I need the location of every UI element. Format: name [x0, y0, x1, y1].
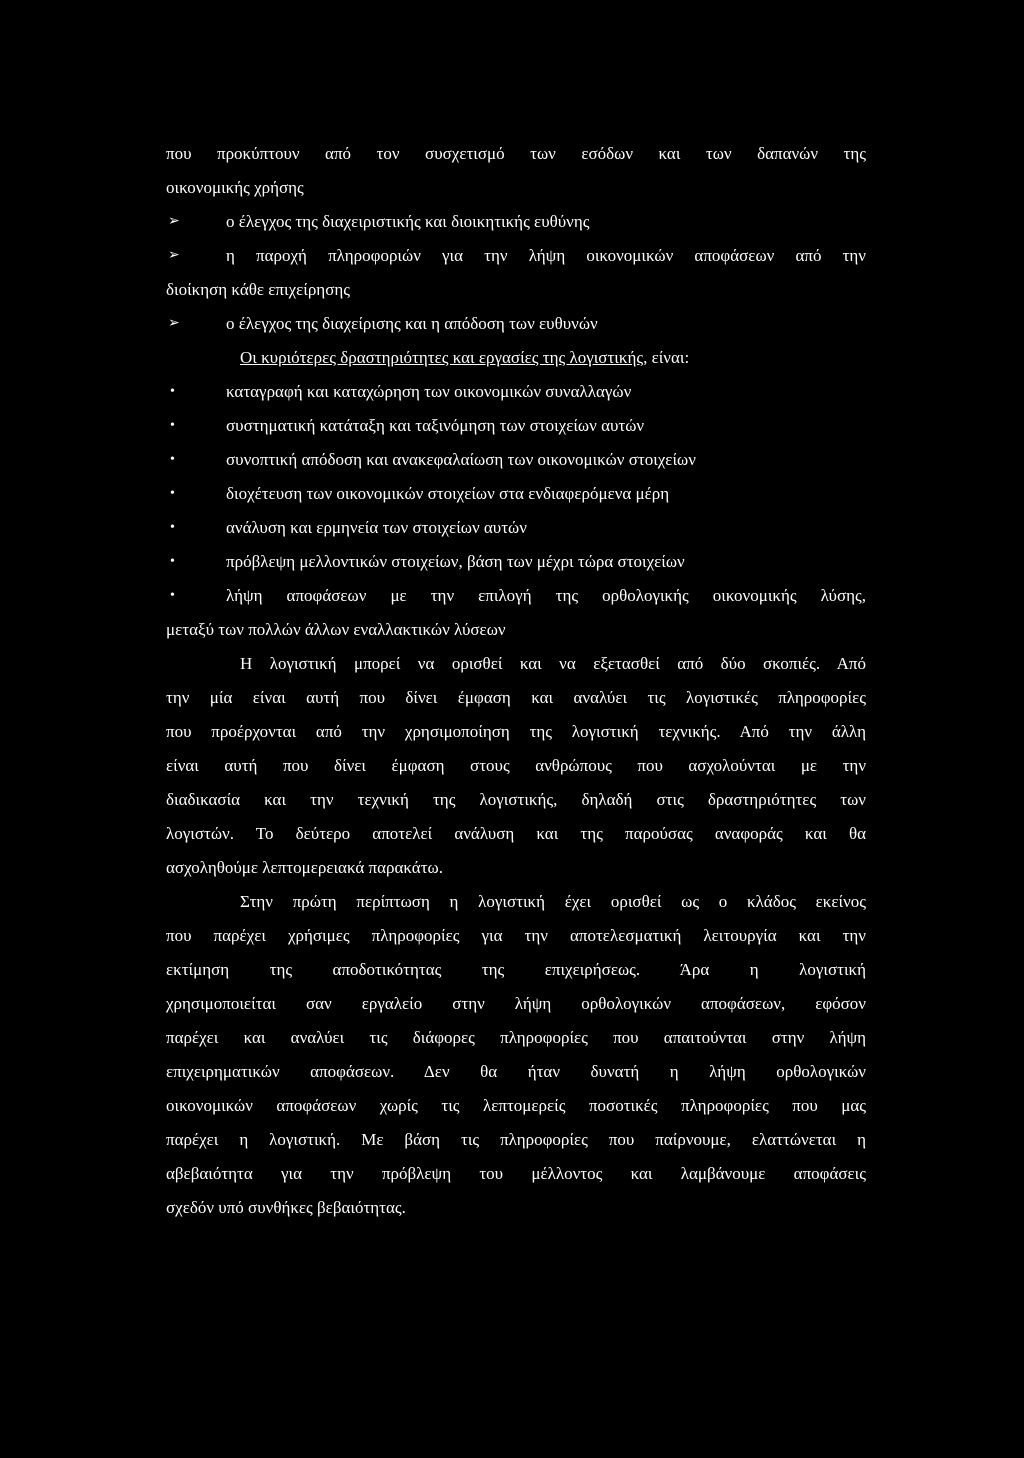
paragraph-2-line: οικονομικών αποφάσεων χωρίς τις λεπτομερείς ποσοτικές πληροφορίες που μας: [166, 1096, 866, 1115]
arrow-bullet-icon: ➢: [168, 248, 180, 263]
activities-heading-underlined: Οι κυριότερες δραστηριότητες και εργασίες της λογιστικής: [240, 348, 644, 367]
paragraph-2-line: χρησιμοποιείται σαν εργαλείο στην λήψη ορθολογικών αποφάσεων, εφόσον: [166, 994, 866, 1013]
arrow-item-continuation: διοίκηση κάθε επιχείρησης: [166, 280, 350, 299]
paragraph-1-line: ασχοληθούμε λεπτομερειακά παρακάτω.: [166, 858, 443, 877]
activities-heading-rest: , είναι:: [643, 348, 690, 367]
paragraph-1-line: είναι αυτή που δίνει έμφαση στους ανθρώπους που ασχολούνται με την: [166, 756, 866, 775]
bullet-list-item: [166, 409, 866, 443]
paragraph-2-line: Στην πρώτη περίπτωση η λογιστική έχει ορισθεί ως ο κλάδος εκείνος: [240, 892, 866, 911]
arrow-bullet-icon: ➢: [168, 316, 180, 331]
bullet-item-text: ανάλυση και ερμηνεία των στοιχείων αυτών: [226, 518, 527, 537]
activities-heading: [166, 341, 866, 375]
bullet-list-item: [166, 545, 866, 579]
bullet-dot-icon: •: [170, 520, 175, 535]
paragraph-1-line: την μία είναι αυτή που δίνει έμφαση και αναλύει τις λογιστικές πληροφορίες: [166, 688, 866, 707]
bullet-list-item: [166, 375, 866, 409]
arrow-bullet-icon: ➢: [168, 214, 180, 229]
bullet-list-item: [166, 511, 866, 545]
bullet-dot-icon: •: [170, 486, 175, 501]
bullet-dot-icon: •: [170, 418, 175, 433]
arrow-list-item: [166, 239, 866, 273]
arrow-item-text: η παροχή πληροφοριών για την λήψη οικονομικών αποφάσεων από την: [226, 246, 866, 265]
bullet-item-text: λήψη αποφάσεων με την επιλογή της ορθολογικής οικονομικής λύσης,: [226, 586, 866, 605]
document-page: [166, 137, 866, 1225]
bullet-item-text: συστηματική κατάταξη και ταξινόμηση των στοιχείων αυτών: [226, 416, 645, 435]
bullet-item-text: διοχέτευση των οικονομικών στοιχείων στα ενδιαφερόμενα μέρη: [226, 484, 670, 503]
arrow-item-text: ο έλεγχος της διαχείρισης και η απόδοση των ευθυνών: [226, 314, 598, 333]
paragraph-2-line: αβεβαιότητα για την πρόβλεψη του μέλλοντος και λαμβάνουμε αποφάσεις: [166, 1164, 866, 1183]
bullet-item-text: πρόβλεψη μελλοντικών στοιχείων, βάση των μέχρι τώρα στοιχείων: [226, 552, 685, 571]
intro-line-1: που προκύπτουν από τον συσχετισμό των εσόδων και των δαπανών της: [166, 144, 866, 163]
arrow-list-item: [166, 307, 866, 341]
arrow-item-text: ο έλεγχος της διαχειριστικής και διοικητικής ευθύνης: [226, 212, 590, 231]
paragraph-1-line: λογιστών. Το δεύτερο αποτελεί ανάλυση και της παρούσας αναφοράς και θα: [166, 824, 866, 843]
paragraph-1-line: διαδικασία και την τεχνική της λογιστικής, δηλαδή στις δραστηριότητες των: [166, 790, 866, 809]
paragraph-1-line: που προέρχονται από την χρησιμοποίηση της λογιστική τεχνικής. Από την άλλη: [166, 722, 866, 741]
paragraph-2-line: σχεδόν υπό συνθήκες βεβαιότητας.: [166, 1198, 406, 1217]
paragraph-2-line: που παρέχει χρήσιμες πληροφορίες για την αποτελεσματική λειτουργία και την: [166, 926, 866, 945]
bullet-item-text: συνοπτική απόδοση και ανακεφαλαίωση των οικονομικών στοιχείων: [226, 450, 696, 469]
bullet-list-item: [166, 443, 866, 477]
bullet-dot-icon: •: [170, 384, 175, 399]
intro-line-2: οικονομικής χρήσης: [166, 178, 304, 197]
paragraph-2-line: παρέχει και αναλύει τις διάφορες πληροφορίες που απαιτούνται στην λήψη: [166, 1028, 866, 1047]
bullet-item-text: καταγραφή και καταχώρηση των οικονομικών συναλλαγών: [226, 382, 632, 401]
bullet-list-item: [166, 477, 866, 511]
bullet-item-continuation: μεταξύ των πολλών άλλων εναλλακτικών λύσεων: [166, 620, 506, 639]
paragraph-2-line: παρέχει η λογιστική. Με βάση τις πληροφορίες που παίρνουμε, ελαττώνεται η: [166, 1130, 866, 1149]
bullet-dot-icon: •: [170, 452, 175, 467]
paragraph-2-line: εκτίμηση της αποδοτικότητας της επιχειρήσεως. Άρα η λογιστική: [166, 960, 866, 979]
paragraph-2-line: επιχειρηματικών αποφάσεων. Δεν θα ήταν δυνατή η λήψη ορθολογικών: [166, 1062, 866, 1081]
paragraph-1-line: Η λογιστική μπορεί να ορισθεί και να εξετασθεί από δύο σκοπιές. Από: [240, 654, 866, 673]
bullet-dot-icon: •: [170, 588, 175, 603]
bullet-list-item: [166, 579, 866, 613]
arrow-list-item: [166, 205, 866, 239]
bullet-dot-icon: •: [170, 554, 175, 569]
